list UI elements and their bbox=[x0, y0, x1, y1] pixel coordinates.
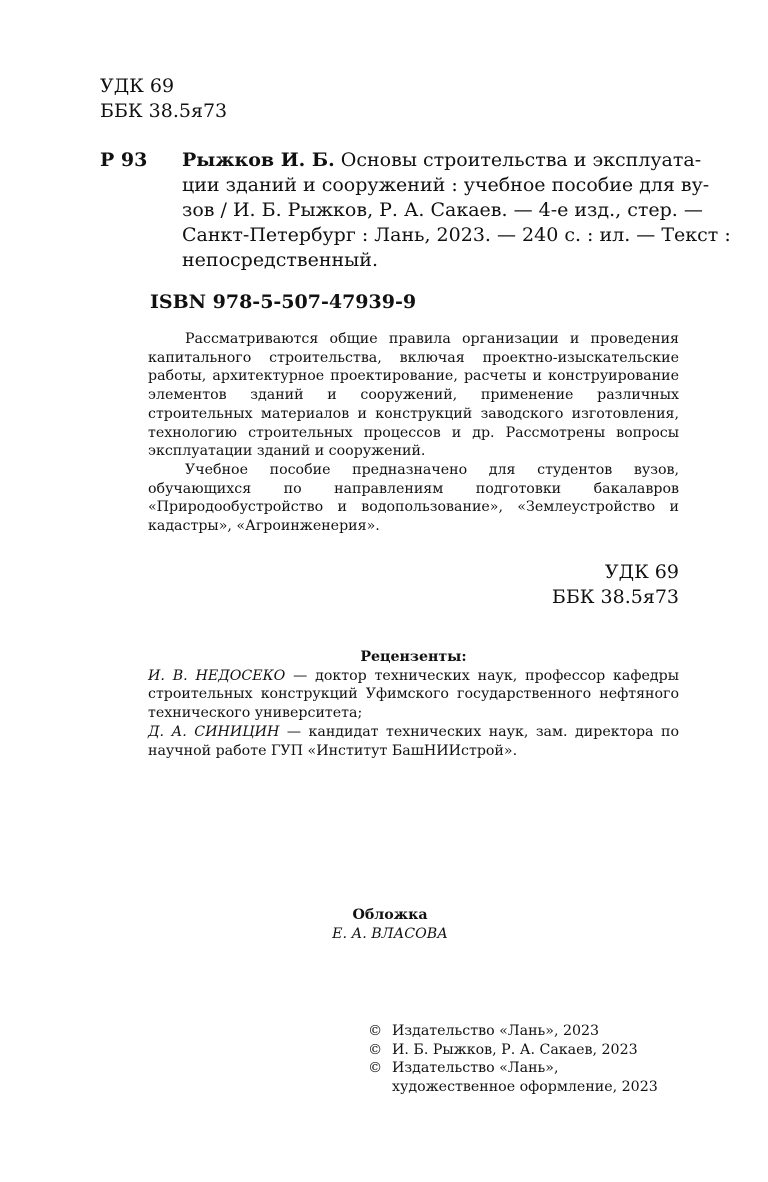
copyright-text: Издательство «Лань», bbox=[392, 1060, 559, 1077]
copyright-icon: © bbox=[368, 1041, 383, 1058]
reviewer-name: И. В. НЕДОСЕКО bbox=[148, 667, 286, 684]
reviewer-description: — кандидат технических наук, зам. директора по научной работе ГУП «Институт БашНИИстрой». bbox=[148, 723, 679, 759]
bbk-code: ББК 38.5я73 bbox=[100, 100, 228, 122]
annotation-paragraph: Учебное пособие предназначено для студентов вузов, обучающихся по направлениям подготовки бакалавров «Природообустройство и водопользование», «Землеустройство и кадастры», «Агроинженерия». bbox=[148, 461, 679, 535]
copyright-spacer bbox=[368, 1078, 392, 1097]
copyright-icon: © bbox=[368, 1023, 383, 1039]
catalog-title: Основы строительства и эксплуата- bbox=[334, 149, 702, 171]
copyright-icon: © bbox=[368, 1060, 383, 1077]
author-mark: Р 93 bbox=[100, 149, 148, 171]
reviewer-entry bbox=[148, 723, 679, 760]
catalog-line bbox=[182, 148, 702, 173]
cover-credit bbox=[290, 906, 490, 943]
copyright-text: И. Б. Рыжков, Р. А. Сакаев, 2023 bbox=[392, 1041, 638, 1058]
isbn: ISBN 978-5-507-47939-9 bbox=[150, 291, 417, 313]
udk-code: УДК 69 bbox=[604, 561, 679, 583]
annotation-paragraph: Рассматриваются общие правила организации и проведения капитального строительства, включая проектно-изыскательские работы, архитектурное проектирование, расчеты и конструирование элементов зданий и сооружений, применение различных строительных материалов и конструкций заводского изготовления, технологию строительных процессов и др. Рассмотрены вопросы эксплуатации зданий и сооружений. bbox=[148, 331, 679, 460]
copyright-line bbox=[368, 1059, 658, 1078]
copyright-block bbox=[368, 1022, 658, 1097]
catalog-line: непосредственный. bbox=[182, 249, 379, 271]
catalog-record bbox=[182, 148, 731, 273]
cover-title: Обложка bbox=[352, 907, 428, 923]
reviewers bbox=[148, 648, 679, 760]
reviewer-entry bbox=[148, 667, 679, 723]
copyright-line bbox=[368, 1041, 658, 1060]
copyright-line bbox=[368, 1078, 658, 1097]
copyright-text: художественное оформление, 2023 bbox=[392, 1079, 658, 1096]
catalog-line: Санкт-Петербург : Лань, 2023. — 240 с. : ил. — Текст : bbox=[182, 224, 731, 246]
reviewer-name: Д. А. СИНИЦИН bbox=[148, 723, 280, 740]
classification-codes-bottom bbox=[552, 560, 679, 610]
annotation bbox=[148, 330, 679, 536]
catalog-line: ции зданий и сооружений : учебное пособие для ву- bbox=[182, 174, 710, 196]
catalog-author: Рыжков И. Б. bbox=[182, 149, 335, 171]
udk-code: УДК 69 bbox=[100, 75, 175, 97]
reviewer-description: — доктор технических наук, профессор кафедры строительных конструкций Уфимского государственного нефтяного технического университета; bbox=[148, 667, 679, 722]
copyright-line bbox=[368, 1022, 658, 1041]
catalog-line: зов / И. Б. Рыжков, Р. А. Сакаев. — 4-е изд., стер. — bbox=[182, 199, 703, 221]
reviewers-title: Рецензенты: bbox=[360, 649, 467, 665]
classification-codes-top bbox=[100, 74, 227, 124]
copyright-text: Издательство «Лань», 2023 bbox=[392, 1023, 600, 1039]
cover-designer: Е. А. ВЛАСОВА bbox=[332, 925, 448, 942]
bbk-code: ББК 38.5я73 bbox=[551, 586, 679, 608]
